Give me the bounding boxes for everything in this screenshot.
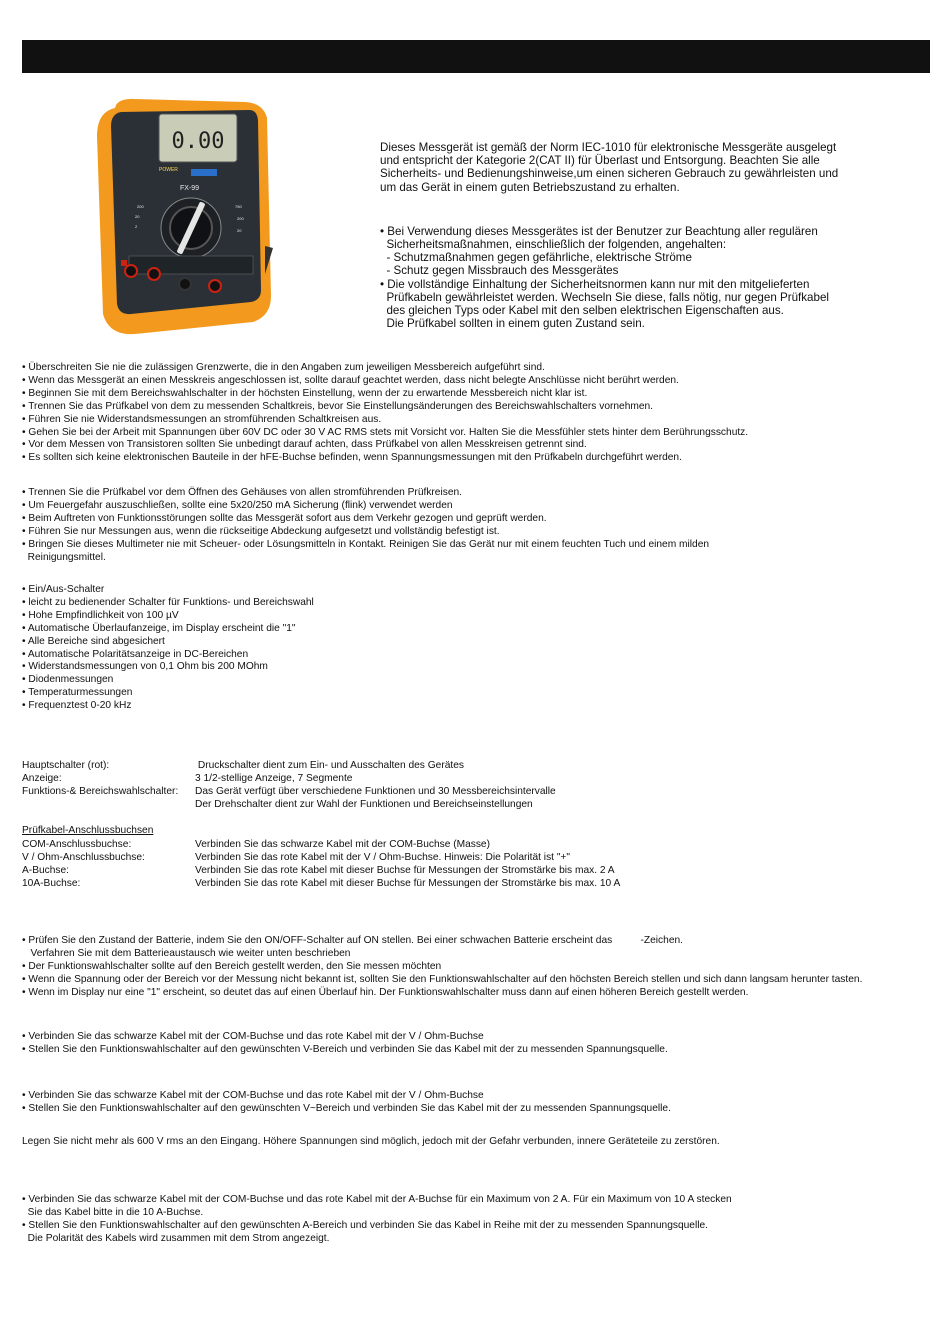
- socket-name: A-Buchse:: [22, 864, 69, 876]
- intro-line: um das Gerät in einem guten Betriebszustand zu erhalten.: [380, 180, 680, 194]
- svg-text:200: 200: [137, 204, 144, 209]
- table-row: [22, 760, 556, 773]
- list-item: • Überschreiten Sie nie die zulässigen Grenzwerte, die in den Angaben zum jeweiligen Messbereich aufgeführt sind.: [22, 362, 545, 373]
- svg-text:2: 2: [135, 224, 138, 229]
- safety-list: [22, 362, 947, 465]
- control-name: Anzeige:: [22, 772, 62, 784]
- list-item: • Automatische Überlaufanzeige, im Display erscheint die "1": [22, 622, 296, 634]
- maintenance-list: [22, 487, 947, 564]
- list-item: • Verbinden Sie das schwarze Kabel mit der COM-Buchse und das rote Kabel mit der V / Ohm-Buchse: [22, 1090, 484, 1101]
- list-item: • Führen Sie nie Widerstandsmessungen an stromführenden Schaltkreisen aus.: [22, 413, 382, 425]
- control-name: [22, 799, 195, 812]
- table-row: [22, 786, 556, 799]
- intro-bullet: - Schutz gegen Missbrauch des Messgerätes: [380, 264, 619, 278]
- table-row: [22, 865, 620, 878]
- list-item: • Wenn im Display nur eine "1" erscheint, so deutet das auf einen Überlauf hin. Der Funktionswahlschalter muss dann auf einen höheren Bereich gestellt werden.: [22, 986, 749, 998]
- list-item: • Um Feuergefahr auszuschließen, sollte eine 5x20/250 mA Sicherung (flink) verwendet werden: [22, 499, 453, 511]
- control-name: Funktions-& Bereichswahlschalter:: [22, 785, 179, 797]
- list-item: • Wenn die Spannung oder der Bereich vor der Messung nicht bekannt ist, sollten Sie den Funktionswahlschalter auf den höchsten Bereich stellen und sich dann langsam herunter tasten.: [22, 973, 863, 985]
- dc-voltage-list: [22, 1031, 947, 1057]
- ac-warning: [22, 1136, 947, 1149]
- list-item: • leicht zu bedienender Schalter für Funktions- und Bereichswahl: [22, 596, 314, 608]
- table-row: [22, 878, 620, 891]
- intro-bullet: des gleichen Typs oder Kabel mit den selben elektrischen Eigenschaften aus.: [380, 304, 784, 318]
- control-desc: 3 1/2-stellige Anzeige, 7 Segmente: [195, 772, 353, 784]
- brand-label: FX-99: [180, 185, 200, 192]
- intro-bullet: Sicherheitsmaßnahmen, einschließlich der folgenden, angehalten:: [380, 238, 727, 252]
- display-digits: 0.00: [171, 129, 225, 154]
- socket-name: V / Ohm-Anschlussbuchse:: [22, 851, 145, 863]
- socket-name: COM-Anschlussbuchse:: [22, 838, 132, 850]
- socket-desc: Verbinden Sie das rote Kabel mit dieser Buchse für Messungen der Stromstärke bis max. 2 A: [195, 864, 615, 876]
- svg-text:750: 750: [235, 204, 242, 209]
- sockets-title: Prüfkabel-Anschlussbuchsen: [22, 825, 154, 836]
- list-item: • Beim Auftreten von Funktionsstörungen sollte das Messgerät sofort aus dem Verkehr gezogen und geprüft werden.: [22, 512, 547, 524]
- intro-text: [380, 141, 900, 330]
- intro-line: Dieses Messgerät ist gemäß der Norm IEC-1010 für elektronische Messgeräte ausgelegt: [380, 141, 837, 154]
- intro-bullet: Die Prüfkabel sollten in einem guten Zustand sein.: [380, 317, 645, 331]
- list-item: • Alle Bereiche sind abgesichert: [22, 635, 165, 647]
- list-item: Sie das Kabel bitte in die 10 A-Buchse.: [22, 1206, 204, 1218]
- list-item: Verfahren Sie mit dem Batterieaustausch wie weiter unten beschrieben: [22, 947, 351, 959]
- list-item: • Trennen Sie die Prüfkabel vor dem Öffnen des Gehäuses von allen stromführenden Prüfkreisen.: [22, 487, 462, 498]
- current-list: [22, 1194, 947, 1246]
- intro-line: und entspricht der Kategorie 2(CAT II) für Überlast und Entsorgung. Beachten Sie alle: [380, 154, 820, 168]
- list-item: • Gehen Sie bei der Arbeit mit Spannungen über 60V DC oder 30 V AC RMS stets mit Vorsicht vor. Halten Sie die Messfühler stets hinter dem Berührungsschutz.: [22, 426, 749, 438]
- intro-bullet: • Bei Verwendung dieses Messgerätes ist der Benutzer zur Beachtung aller regulären: [380, 224, 818, 238]
- list-item: • Frequenztest 0-20 kHz: [22, 700, 132, 712]
- list-item: Reinigungsmittel.: [22, 551, 106, 563]
- features-list: [22, 584, 947, 713]
- socket-desc: Verbinden Sie das schwarze Kabel mit der COM-Buchse (Masse): [195, 838, 490, 850]
- power-label: POWER: [159, 167, 178, 173]
- svg-text:200: 200: [237, 216, 244, 221]
- socket-name: 10A-Buchse:: [22, 877, 81, 889]
- list-item: • Verbinden Sie das schwarze Kabel mit der COM-Buchse und das rote Kabel mit der A-Buchse für ein Maximum von 2 A. Für ein Maximum von 10 A stecken: [22, 1194, 732, 1205]
- list-item: • Prüfen Sie den Zustand der Batterie, indem Sie den ON/OFF-Schalter auf ON stellen. Bei einer schwachen Batterie erscheint das -Zeichen.: [22, 935, 683, 946]
- header-bar: [22, 40, 930, 73]
- list-item: • Temperaturmessungen: [22, 687, 133, 699]
- list-item: • Es sollten sich keine elektronischen Bauteile in der hFE-Buchse befinden, wenn Spannungsmessungen mit den Prüfkabeln durchgeführt werden.: [22, 452, 682, 464]
- multimeter-image: [95, 96, 273, 336]
- list-item: • Bringen Sie dieses Multimeter nie mit Scheuer- oder Lösungsmitteln in Kontakt. Reinigen Sie das Gerät nur mit einem feuchten Tuch und einem milden: [22, 538, 710, 550]
- socket-desc: Verbinden Sie das rote Kabel mit dieser Buchse für Messungen der Stromstärke bis max. 10 A: [195, 877, 621, 889]
- list-item: • Führen Sie nur Messungen aus, wenn die rückseitige Abdeckung aufgesetzt und vollständig befestigt ist.: [22, 525, 500, 537]
- table-row: [22, 852, 620, 865]
- list-item: Die Polarität des Kabels wird zusammen mit dem Strom angezeigt.: [22, 1232, 330, 1244]
- svg-text:20: 20: [135, 214, 140, 219]
- list-item: • Beginnen Sie mit dem Bereichswahlschalter in der höchsten Einstellung, wenn der zu erwartende Messbereich nicht klar ist.: [22, 387, 588, 399]
- list-item: • Wenn das Messgerät an einen Messkreis angeschlossen ist, sollte darauf geachtet werden, dass nicht belegte Anschlüsse nicht berührt werden.: [22, 374, 679, 386]
- list-item: • Verbinden Sie das schwarze Kabel mit der COM-Buchse und das rote Kabel mit der V / Ohm-Buchse: [22, 1031, 484, 1042]
- control-desc: Druckschalter dient zum Ein- und Ausschalten des Gerätes: [195, 760, 464, 771]
- controls-table: [22, 760, 556, 812]
- table-row: [22, 839, 620, 852]
- control-desc: Das Gerät verfügt über verschiedene Funktionen und 30 Messbereichsintervalle: [195, 785, 556, 797]
- table-row: [22, 773, 556, 786]
- list-item: • Stellen Sie den Funktionswahlschalter auf den gewünschten V~Bereich und verbinden Sie das Kabel mit der zu messenden Spannungsquelle.: [22, 1102, 671, 1114]
- intro-bullet: Prüfkabeln gewährleistet werden. Wechseln Sie diese, falls nötig, nur gegen Prüfkabel: [380, 290, 829, 304]
- list-item: • Widerstandsmessungen von 0,1 Ohm bis 200 MOhm: [22, 661, 268, 673]
- list-item: • Stellen Sie den Funktionswahlschalter auf den gewünschten A-Bereich und verbinden Sie das Kabel in Reihe mit der zu messenden Spannungsquelle.: [22, 1219, 708, 1231]
- list-item: • Vor dem Messen von Transistoren sollten Sie unbedingt darauf achten, dass Prüfkabel von allen Messkreisen getrennt sind.: [22, 439, 587, 451]
- list-item: • Ein/Aus-Schalter: [22, 584, 105, 595]
- operation-list: [22, 935, 947, 1000]
- list-item: • Stellen Sie den Funktionswahlschalter auf den gewünschten V-Bereich und verbinden Sie das Kabel mit der zu messenden Spannungsquelle.: [22, 1043, 668, 1055]
- table-row: [22, 799, 556, 812]
- control-name: Hauptschalter (rot):: [22, 760, 110, 771]
- warning-text: Legen Sie nicht mehr als 600 V rms an den Eingang. Höhere Spannungen sind möglich, jedoch mit der Gefahr verbunden, innere Geräteteile zu zerstören.: [22, 1136, 720, 1147]
- control-desc: Der Drehschalter dient zur Wahl der Funktionen und Bereichseinstellungen: [195, 798, 533, 810]
- ac-voltage-list: [22, 1090, 947, 1116]
- list-item: • Der Funktionswahlschalter sollte auf den Bereich gestellt werden, den Sie messen möchten: [22, 960, 442, 972]
- intro-bullet: - Schutzmaßnahmen gegen gefährliche, elektrische Ströme: [380, 251, 692, 265]
- list-item: • Trennen Sie das Prüfkabel von dem zu messenden Schaltkreis, bevor Sie Einstellungsänderungen des Bereichswahlschalters vornehmen.: [22, 400, 654, 412]
- intro-line: Sicherheits- und Bedienungshinweise,um einen sicheren Gebrauch zu gewährleisten und: [380, 167, 839, 181]
- list-item: • Diodenmessungen: [22, 674, 114, 686]
- list-item: • Hohe Empfindlichkeit von 100 µV: [22, 609, 179, 621]
- list-item: • Automatische Polaritätsanzeige in DC-Bereichen: [22, 648, 249, 660]
- sockets-table: [22, 825, 620, 891]
- socket-desc: Verbinden Sie das rote Kabel mit der V / Ohm-Buchse. Hinweis: Die Polarität ist "+": [195, 851, 571, 863]
- svg-text:20: 20: [237, 228, 242, 233]
- intro-bullet: • Die vollständige Einhaltung der Sicherheitsnormen kann nur mit den mitgelieferten: [380, 277, 810, 291]
